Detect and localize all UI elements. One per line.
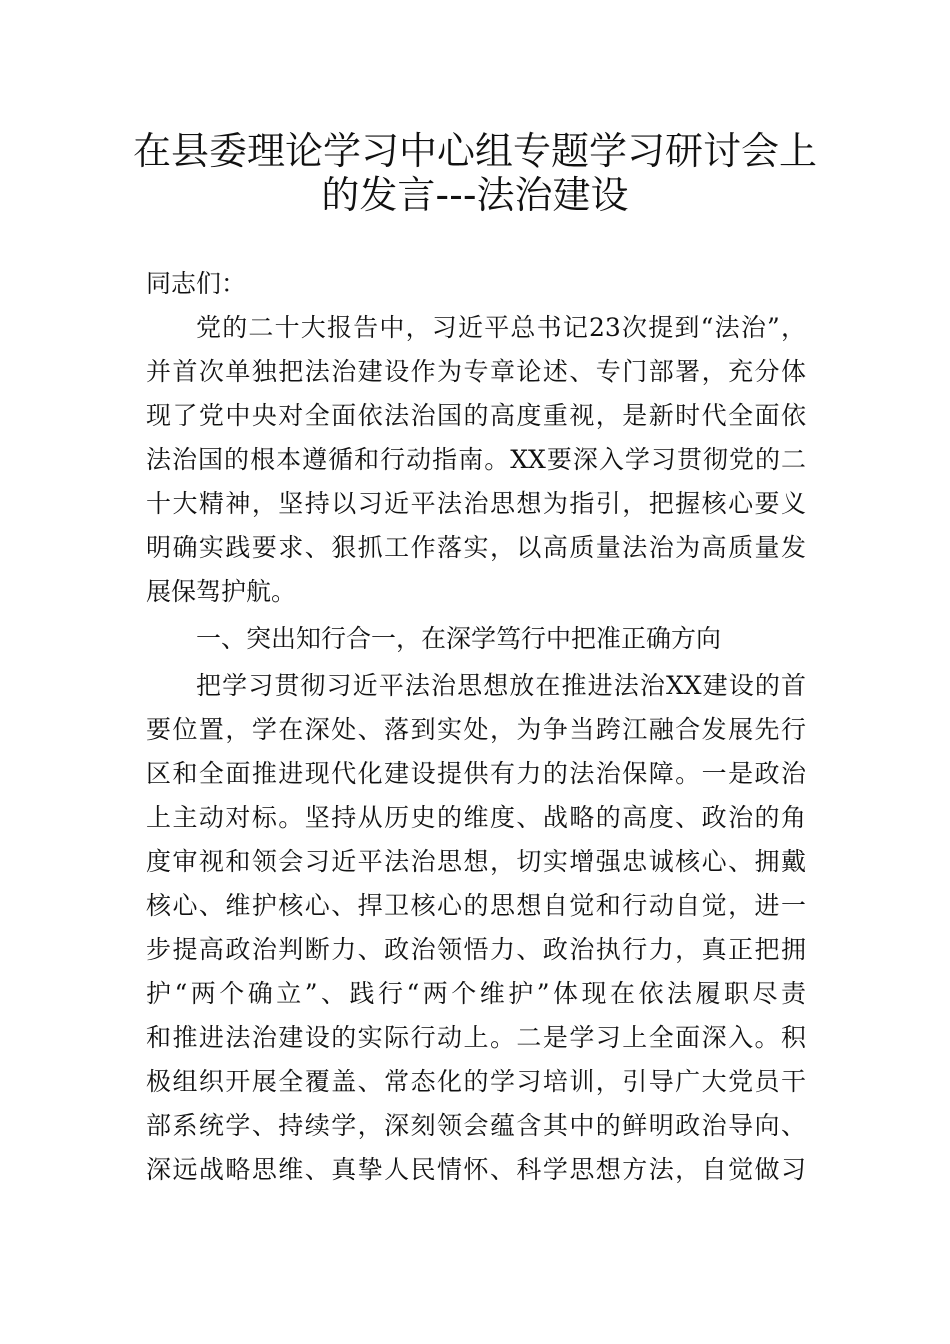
paragraph-2-line: 核心、维护核心、捍卫核心的思想自觉和行动自觉，进一 [146, 891, 806, 920]
paragraph-2-line: 区和全面推进现代化建设提供有力的法治保障。一是政治 [146, 759, 806, 788]
paragraph-1-line: 展保驾护航。 [146, 577, 297, 606]
section-1-heading: 一、突出知行合一，在深学笃行中把准正确方向 [196, 624, 722, 653]
document-title-line-2: 的发言---法治建设 [321, 173, 629, 217]
paragraph-2-line: 部系统学、持续学，深刻领会蕴含其中的鲜明政治导向、 [146, 1111, 806, 1140]
document-title-line-1: 在县委理论学习中心组专题学习研讨会上 [132, 129, 817, 173]
paragraph-2-line: 极组织开展全覆盖、常态化的学习培训，引导广大党员干 [146, 1067, 806, 1096]
paragraph-2-line: 步提高政治判断力、政治领悟力、政治执行力，真正把拥 [146, 935, 806, 964]
paragraph-2-line: 度审视和领会习近平法治思想，切实增强忠诚核心、拥戴 [146, 847, 806, 876]
paragraph-1-line: 十大精神，坚持以习近平法治思想为指引，把握核心要义 [146, 489, 806, 518]
paragraph-1-line: 党的二十大报告中，习近平总书记23次提到“法治”， [196, 313, 806, 342]
paragraph-1-line: 明确实践要求、狠抓工作落实，以高质量法治为高质量发 [146, 533, 806, 562]
paragraph-2-line: 要位置，学在深处、落到实处，为争当跨江融合发展先行 [146, 715, 806, 744]
salutation: 同志们： [146, 269, 247, 298]
paragraph-2-line: 把学习贯彻习近平法治思想放在推进法治XX建设的首 [196, 671, 806, 700]
paragraph-2-line: 和推进法治建设的实际行动上。二是学习上全面深入。积 [146, 1023, 806, 1052]
paragraph-2-line: 深远战略思维、真挚人民情怀、科学思想方法，自觉做习 [146, 1155, 806, 1184]
paragraph-2-line: 上主动对标。坚持从历史的维度、战略的高度、政治的角 [146, 803, 806, 832]
paragraph-2-line: 护“两个确立”、践行“两个维护”体现在依法履职尽责 [146, 979, 806, 1008]
paragraph-1-line: 并首次单独把法治建设作为专章论述、专门部署，充分体 [146, 357, 806, 386]
paragraph-1-line: 法治国的根本遵循和行动指南。XX要深入学习贯彻党的二 [146, 445, 806, 474]
paragraph-1-line: 现了党中央对全面依法治国的高度重视，是新时代全面依 [146, 401, 806, 430]
